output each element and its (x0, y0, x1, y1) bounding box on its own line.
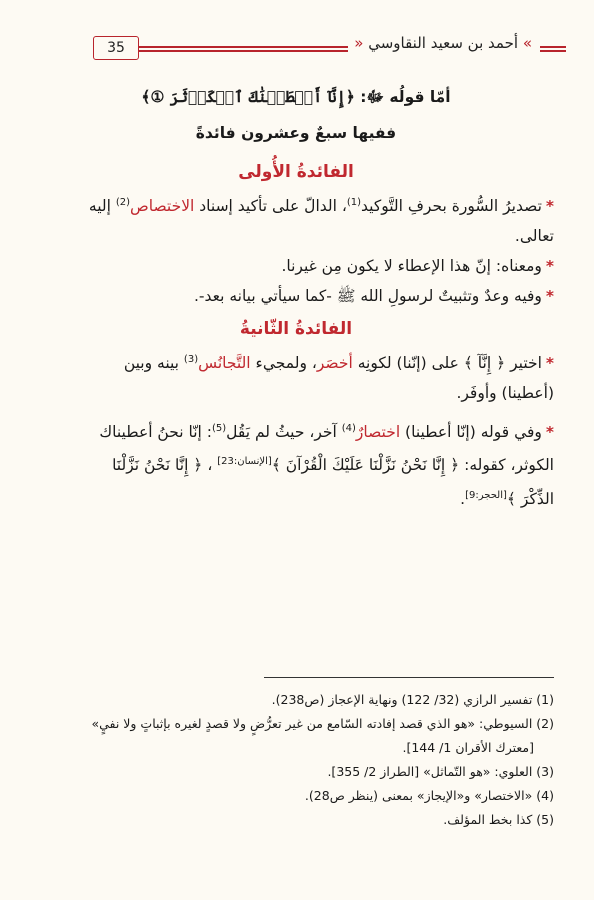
paragraph-5: *وفي قوله (إنّا أعطينا) اختصارٌ$^{(4)}$ آخر، حيثُ لم يَقُل$^{(5)}$: إنّا نحنُ أعطيناك (99, 423, 554, 442)
running-title (348, 34, 538, 52)
asterisk-icon: * (545, 197, 554, 216)
paragraph-5-cont: الكوثر، كقوله: ﴿ إِنَّا نَحْنُ نَزَّلْنَا عَلَيْكَ الْقُرْآنَ ﴾[الإنسان:23] ، ﴿ إِنَّا نَحْنُ نَزَّلْنَا (112, 456, 554, 475)
footnote-3: (3) العلوي: «هو التّماثل» [الطراز 2/ 355]. (327, 764, 554, 779)
footnote-ref-3[interactable]: (3) (183, 354, 199, 366)
footnote-ref-4[interactable]: (4) (341, 423, 356, 435)
footnote-5: (5) كذا بخط المؤلف. (443, 812, 554, 827)
footnote-2: (2) السيوطي: «هو الذي قصد إفادته السّامع من غير تعرُّضٍ ولا قصدٍ لغيره بإثباتٍ ولا نفيٍ» (91, 716, 554, 731)
count-statement: ففيها سبعٌ وعشرون فائدةً (195, 124, 397, 142)
verse-intro: أمّا قولُه ﷻ: (354, 88, 451, 106)
footnote-1: (1) تفسير الرازي (32/ 122) ونهاية الإعجاز (ص238). (271, 692, 554, 707)
heading-second-benefit: الفائدةُ الثّانيةُ (239, 319, 353, 340)
term-tajanus: التَّجانُس (198, 354, 251, 373)
verse-ref-insan: [الإنسان:23] (217, 456, 272, 468)
heading-first-benefit: الفائدةُ الأُولى (238, 162, 354, 182)
asterisk-icon: * (545, 354, 554, 373)
paragraph-3: *وفيه وعدٌ وتثبيتٌ لرسولِ الله ﷺ -كما سيأتي بيانه بعد-. (193, 287, 554, 306)
footnote-ref-5[interactable]: (5) (211, 423, 227, 435)
running-title-text: أحمد بن سعيد النقاوسي (368, 34, 519, 52)
paragraph-4: *اختير ﴿ إِنَّآ ﴾ على (إنّنا) لكونِه أخصَر، ولمجيء التَّجانُس$^{(3)}$ بينه وبين (123, 354, 554, 373)
term-ikhtisas: الاختصاص (130, 197, 195, 216)
footnote-ref-2[interactable]: (2) (115, 197, 131, 208)
footnote-2-cont: [معترك الأقران 1/ 144]. (402, 740, 534, 755)
asterisk-icon: * (545, 287, 554, 306)
footnote-separator (264, 677, 554, 678)
verse-hijr-part1: ﴿ إِنَّا نَحْنُ نَزَّلْنَا (112, 456, 203, 475)
header-rule-right-top (540, 46, 566, 48)
paragraph-4-cont: (أعطينا) وأوفَر. (456, 384, 554, 403)
footnotes (38, 688, 554, 832)
verse-intro-line (38, 82, 554, 112)
verse-hijr-part2: الذِّكْرَ ﴾ (506, 489, 554, 508)
paragraph-1: *تصديرُ السُّورة بحرفِ التَّوكيد$^{(1)}$، الدالّ على تأكيد إسناد الاختصاص$^{(2)}$ إليه (88, 197, 554, 216)
main-text (38, 82, 554, 514)
verse-ref-hijr: [الحجر:9] (465, 489, 507, 501)
asterisk-icon: * (545, 257, 554, 276)
title-bracket-left: « (354, 34, 364, 52)
footnote-4: (4) «الاختصار» و«الإيجاز» بمعنى (ينظر ص28). (304, 788, 554, 803)
term-akhsar: أخصَر (316, 354, 353, 373)
asterisk-icon: * (545, 423, 554, 442)
paragraph-5-end: الذِّكْرَ ﴾[الحجر:9]. (460, 489, 554, 508)
term-ikhtisar: اختصارٌ (355, 423, 401, 442)
verse-insan: ﴿ إِنَّا نَحْنُ نَزَّلْنَا عَلَيْكَ الْقُرْآنَ ﴾ (271, 456, 460, 475)
verse-kawthar: ﴿إِنَّآ أَعۡطَيۡنَٰكَ ٱلۡكَوۡثَرَ ①﴾ (141, 87, 355, 106)
paragraph-1-cont: تعالى. (514, 227, 554, 246)
running-header (28, 34, 566, 62)
page-number: 35 (93, 36, 139, 60)
title-bracket-right: » (522, 34, 532, 52)
header-rule-right-bottom (540, 50, 566, 52)
paragraph-2: *ومعناه: إنّ هذا الإعطاء لا يكون مِن غيرنا. (281, 257, 554, 276)
footnote-ref-1[interactable]: (1) (346, 197, 362, 208)
